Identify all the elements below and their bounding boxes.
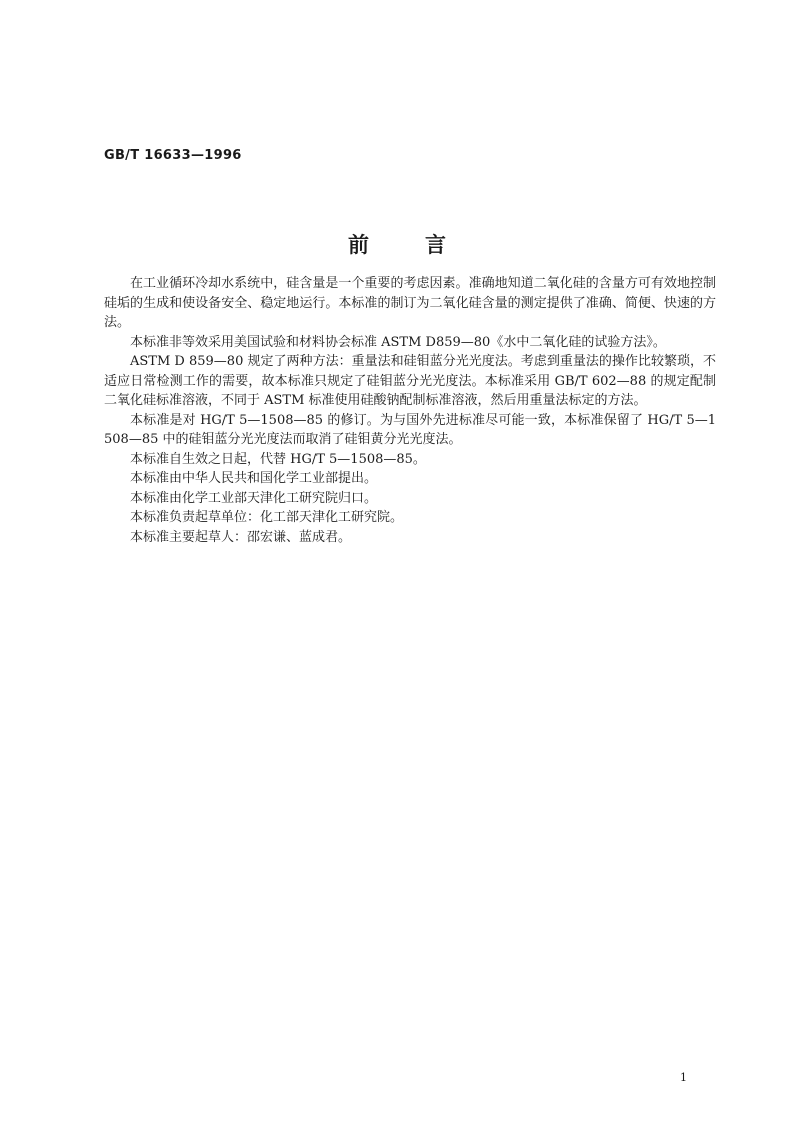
paragraph: 本标准是对 HG/T 5—1508—85 的修订。为与国外先进标准尽可能一致，本标准保留了 HG/T 5—1508—85 中的硅钼蓝分光光度法而取消了硅钼黄分光光度法。 xyxy=(104,412,716,447)
paragraph: 在工业循环冷却水系统中，硅含量是一个重要的考虑因素。准确地知道二氧化硅的含量方可有效地控制硅垢的生成和使设备安全、稳定地运行。本标准的制订为二氧化硅含量的测定提供了准确、简便、快速的方法。 xyxy=(104,276,716,330)
paragraph: 本标准由中华人民共和国化学工业部提出。 xyxy=(130,471,378,486)
preface-body xyxy=(104,274,716,547)
paragraph: 本标准由化学工业部天津化工研究院归口。 xyxy=(130,490,378,506)
page-number: 1 xyxy=(680,1071,687,1084)
standard-code: GB/T 16633—1996 xyxy=(104,148,242,163)
paragraph: 本标准主要起草人：邵宏谦、蓝成君。 xyxy=(130,529,352,545)
paragraph: 本标准非等效采用美国试验和材料协会标准 ASTM D859—80《水中二氧化硅的试验方法》。 xyxy=(130,334,666,350)
page-title: 前言 xyxy=(348,233,502,257)
paragraph: 本标准负责起草单位：化工部天津化工研究院。 xyxy=(130,510,404,525)
paragraph: ASTM D 859—80 规定了两种方法：重量法和硅钼蓝分光光度法。考虑到重量法的操作比较繁琐，不适应日常检测工作的需要，故本标准只规定了硅钼蓝分光光度法。本标准采用 GB/T 602—88 的规定配制二氧化硅标准溶液，不同于 ASTM 标准使用硅酸钠配制标准溶液，然后用重量法标定的方法。 xyxy=(104,354,716,408)
paragraph: 本标准自生效之日起，代替 HG/T 5—1508—85。 xyxy=(130,451,426,467)
